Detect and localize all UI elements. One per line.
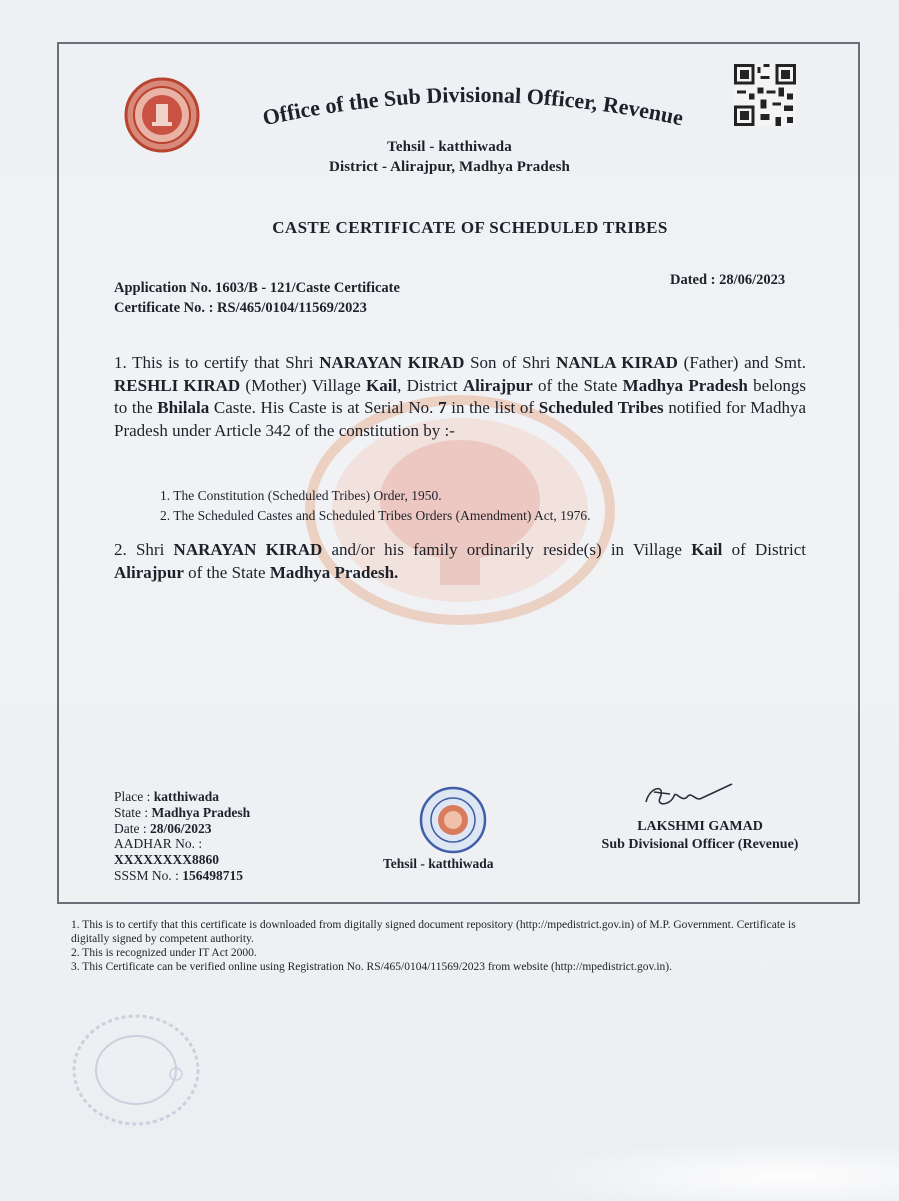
- office-title: [218, 80, 728, 140]
- signatory-designation: Sub Divisional Officer (Revenue): [601, 837, 799, 852]
- order-item: 1. The Constitution (Scheduled Tribes) Order, 1950.: [160, 488, 442, 503]
- district-line: District - Alirajpur, Madhya Pradesh: [329, 159, 570, 175]
- faded-stamp: [66, 1010, 206, 1130]
- sssm-value: 156498715: [182, 867, 244, 883]
- signature: [640, 780, 740, 814]
- svg-text:Office of the Sub Divisional O: Office of the Sub Divisional Officer, Revenue: [260, 81, 686, 131]
- certificate-heading: CASTE CERTIFICATE OF SCHEDULED TRIBES: [272, 218, 668, 237]
- footnotes: [71, 918, 831, 974]
- orders-list: [160, 486, 591, 525]
- mother-name: RESHLI KIRAD: [114, 375, 241, 395]
- aadhar-value: XXXXXXXX8860: [114, 852, 219, 868]
- dated: Dated : 28/06/2023: [670, 272, 786, 288]
- district: Alirajpur: [462, 375, 533, 395]
- footnote: 3. This Certificate can be verified online using Registration No. RS/465/0104/11569/2023 from website (http://mpedistrict.gov.in).: [71, 961, 672, 973]
- caste: Bhilala: [157, 398, 210, 417]
- footnote: 2. This is recognized under IT Act 2000.: [71, 947, 257, 959]
- village: Kail: [365, 375, 398, 395]
- applicant-name: NARAYAN KIRAD: [319, 353, 465, 372]
- tehsil-line: Tehsil - katthiwada: [387, 139, 512, 155]
- order-item: 2. The Scheduled Castes and Scheduled Tribes Orders (Amendment) Act, 1976.: [160, 507, 591, 523]
- official-seal: [414, 785, 492, 855]
- certificate-number: Certificate No. : RS/465/0104/11569/2023: [114, 300, 367, 316]
- state-value: Madhya Pradesh: [151, 804, 251, 820]
- seal-label: Tehsil - katthiwada: [383, 856, 494, 871]
- father-name: NANLA KIRAD: [556, 353, 678, 372]
- signatory-name: LAKSHMI GAMAD: [637, 819, 763, 834]
- serial-number: 7: [438, 398, 447, 417]
- category: Scheduled Tribes: [538, 398, 664, 417]
- date-value: 28/06/2023: [150, 820, 212, 836]
- residence-paragraph: 2. Shri NARAYAN KIRAD and/or his family ordinarily reside(s) in Village Kail of District Alirajpur of the State Madhya Pradesh.: [114, 540, 806, 582]
- qr-code: [731, 64, 799, 126]
- state: Madhya Pradesh: [622, 375, 748, 395]
- certificate-details: Place : katthiwada State : Madhya Pradesh Date : 28/06/2023 AADHAR No. : XXXXXXXX8860 SSSM No. : 156498715: [114, 789, 251, 883]
- footnote: 1. This is to certify that this certificate is downloaded from digitally signed document repository (http://mpedistrict.gov.in) of M.P. Government. Certificate is digitally signed by competent authority.: [71, 919, 796, 945]
- place-value: katthiwada: [153, 789, 220, 804]
- light-glare: [520, 1140, 899, 1201]
- application-number: Application No. 1603/B - 121/Caste Certificate: [114, 280, 400, 296]
- certification-paragraph: 1. This is to certify that Shri NARAYAN KIRAD Son of Shri NANLA KIRAD (Father) and Smt. RESHLI KIRAD (Mother) Village Kail, District Alirajpur of the State Madhya Pradesh belongs to the Bhilala Caste. His Caste is at Serial No. 7 in the list of Scheduled Tribes notified for Madhya Pradesh under Article 342 of the constitution by :-: [114, 353, 807, 440]
